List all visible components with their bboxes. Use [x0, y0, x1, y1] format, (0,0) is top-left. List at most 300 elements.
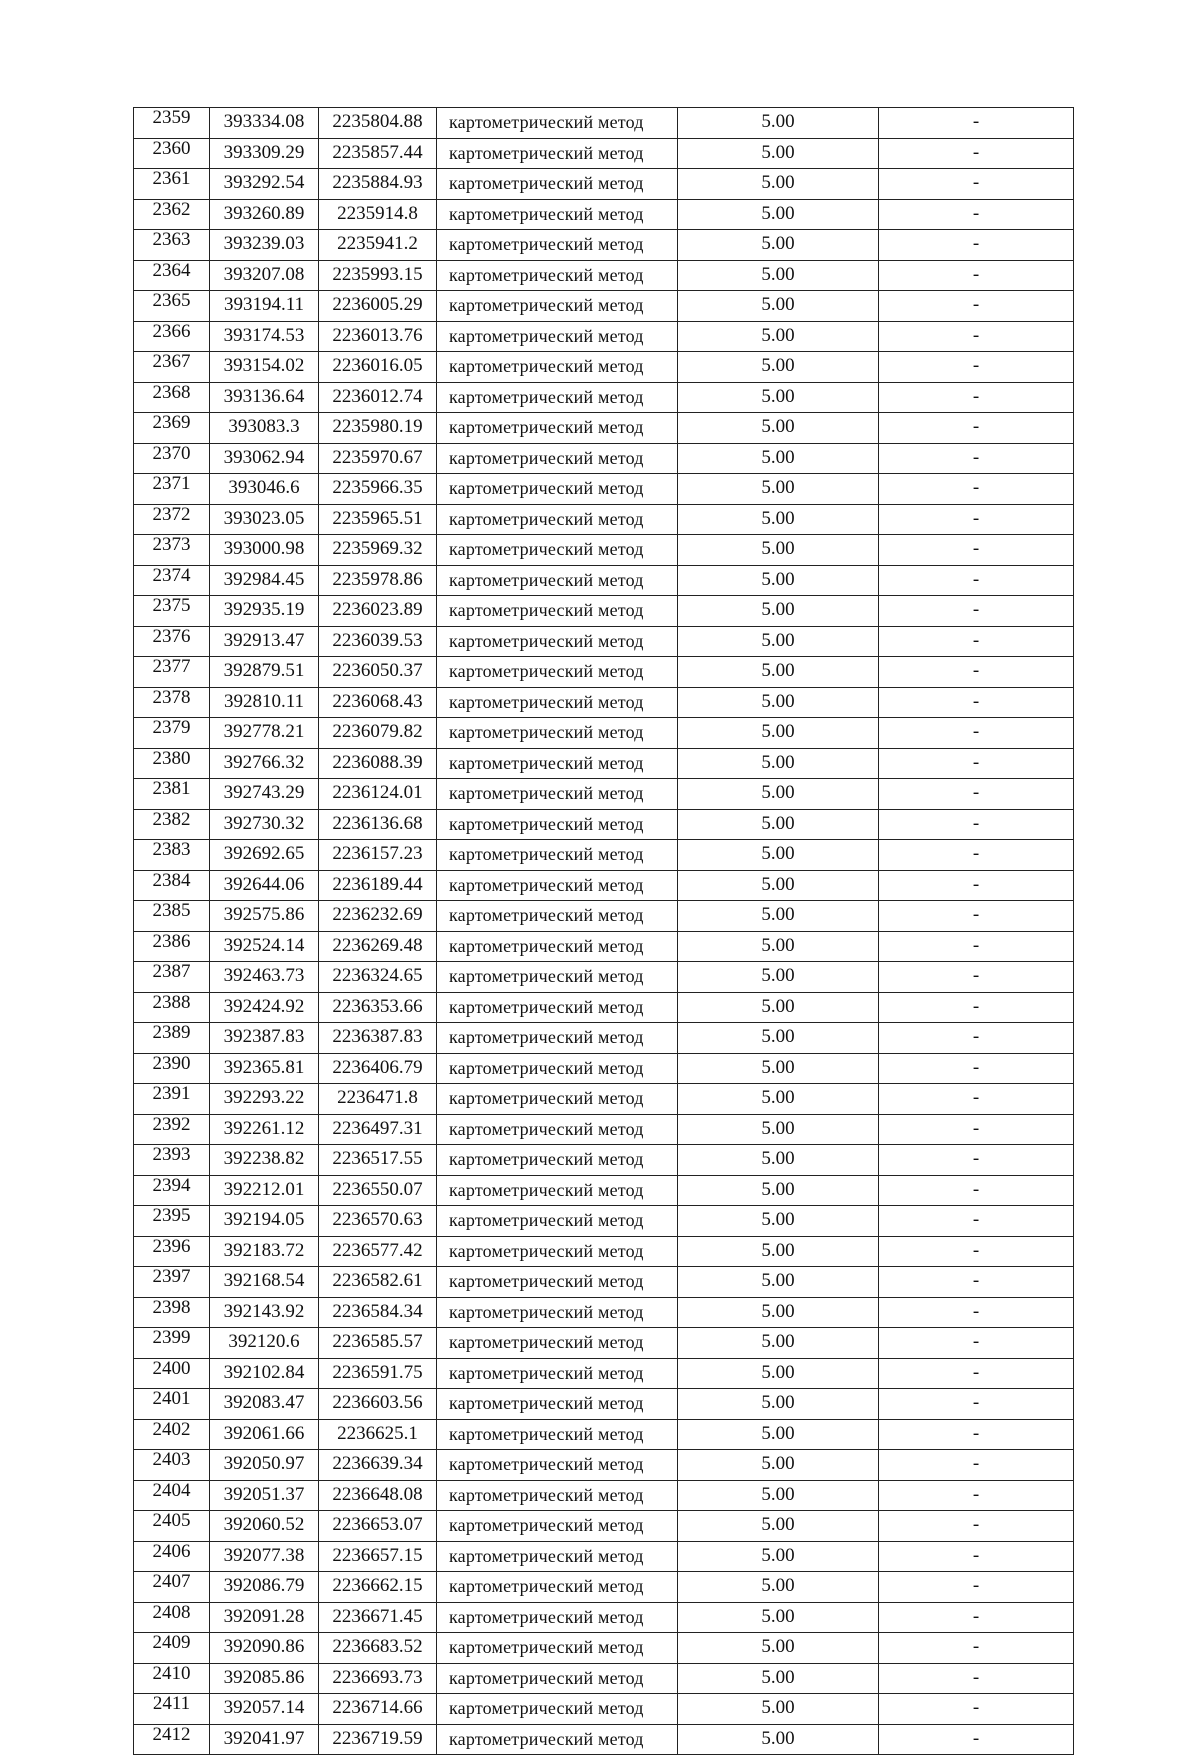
- table-row: [134, 992, 1074, 1023]
- x-coordinate-cell: 393023.05: [210, 504, 319, 535]
- table-row: [134, 413, 1074, 444]
- method-cell: картометрический метод: [437, 565, 678, 596]
- method-cell: картометрический метод: [437, 474, 678, 505]
- method-cell: картометрический метод: [437, 1114, 678, 1145]
- description-cell: -: [879, 230, 1074, 261]
- x-coordinate-cell: 392524.14: [210, 931, 319, 962]
- method-cell: картометрический метод: [437, 1145, 678, 1176]
- description-cell: -: [879, 1267, 1074, 1298]
- description-cell: -: [879, 260, 1074, 291]
- x-coordinate-cell: 393260.89: [210, 199, 319, 230]
- method-cell: картометрический метод: [437, 260, 678, 291]
- description-cell: -: [879, 718, 1074, 749]
- accuracy-cell: 5.00: [678, 718, 879, 749]
- y-coordinate-cell: 2236406.79: [319, 1053, 437, 1084]
- accuracy-cell: 5.00: [678, 870, 879, 901]
- table-row: [134, 1114, 1074, 1145]
- table-row: [134, 931, 1074, 962]
- method-cell: картометрический метод: [437, 138, 678, 169]
- point-number-cell: 2393: [134, 1145, 210, 1176]
- x-coordinate-cell: 392212.01: [210, 1175, 319, 1206]
- accuracy-cell: 5.00: [678, 1572, 879, 1603]
- point-number-cell: 2364: [134, 260, 210, 291]
- point-number-cell: 2395: [134, 1206, 210, 1237]
- point-number-cell: 2373: [134, 535, 210, 566]
- point-number-cell: 2410: [134, 1663, 210, 1694]
- table-row: [134, 1633, 1074, 1664]
- point-number-cell: 2411: [134, 1694, 210, 1725]
- x-coordinate-cell: 393062.94: [210, 443, 319, 474]
- table-row: [134, 1297, 1074, 1328]
- accuracy-cell: 5.00: [678, 1389, 879, 1420]
- y-coordinate-cell: 2236124.01: [319, 779, 437, 810]
- table-row: [134, 1511, 1074, 1542]
- point-number-cell: 2385: [134, 901, 210, 932]
- description-cell: -: [879, 443, 1074, 474]
- x-coordinate-cell: 392778.21: [210, 718, 319, 749]
- x-coordinate-cell: 393154.02: [210, 352, 319, 383]
- method-cell: картометрический метод: [437, 718, 678, 749]
- accuracy-cell: 5.00: [678, 1633, 879, 1664]
- y-coordinate-cell: 2236471.8: [319, 1084, 437, 1115]
- description-cell: -: [879, 779, 1074, 810]
- table-row: [134, 748, 1074, 779]
- y-coordinate-cell: 2236079.82: [319, 718, 437, 749]
- x-coordinate-cell: 392085.86: [210, 1663, 319, 1694]
- coordinates-table: [133, 107, 1074, 1755]
- x-coordinate-cell: 392810.11: [210, 687, 319, 718]
- table-row: [134, 565, 1074, 596]
- table-row: [134, 535, 1074, 566]
- description-cell: -: [879, 413, 1074, 444]
- point-number-cell: 2406: [134, 1541, 210, 1572]
- accuracy-cell: 5.00: [678, 443, 879, 474]
- description-cell: -: [879, 870, 1074, 901]
- accuracy-cell: 5.00: [678, 230, 879, 261]
- point-number-cell: 2375: [134, 596, 210, 627]
- description-cell: -: [879, 1053, 1074, 1084]
- table-row: [134, 291, 1074, 322]
- method-cell: картометрический метод: [437, 1663, 678, 1694]
- method-cell: картометрический метод: [437, 1694, 678, 1725]
- table-row: [134, 1175, 1074, 1206]
- y-coordinate-cell: 2235884.93: [319, 169, 437, 200]
- table-row: [134, 1328, 1074, 1359]
- point-number-cell: 2383: [134, 840, 210, 871]
- method-cell: картометрический метод: [437, 1206, 678, 1237]
- method-cell: картометрический метод: [437, 687, 678, 718]
- point-number-cell: 2376: [134, 626, 210, 657]
- x-coordinate-cell: 393309.29: [210, 138, 319, 169]
- y-coordinate-cell: 2235993.15: [319, 260, 437, 291]
- table-row: [134, 1724, 1074, 1755]
- description-cell: -: [879, 535, 1074, 566]
- method-cell: картометрический метод: [437, 1419, 678, 1450]
- description-cell: -: [879, 291, 1074, 322]
- description-cell: -: [879, 840, 1074, 871]
- description-cell: -: [879, 657, 1074, 688]
- point-number-cell: 2397: [134, 1267, 210, 1298]
- accuracy-cell: 5.00: [678, 1297, 879, 1328]
- x-coordinate-cell: 392261.12: [210, 1114, 319, 1145]
- x-coordinate-cell: 392194.05: [210, 1206, 319, 1237]
- description-cell: -: [879, 596, 1074, 627]
- description-cell: -: [879, 169, 1074, 200]
- y-coordinate-cell: 2236005.29: [319, 291, 437, 322]
- accuracy-cell: 5.00: [678, 1175, 879, 1206]
- x-coordinate-cell: 392387.83: [210, 1023, 319, 1054]
- point-number-cell: 2403: [134, 1450, 210, 1481]
- x-coordinate-cell: 392120.6: [210, 1328, 319, 1359]
- description-cell: -: [879, 1389, 1074, 1420]
- method-cell: картометрический метод: [437, 1724, 678, 1755]
- accuracy-cell: 5.00: [678, 840, 879, 871]
- table-row: [134, 199, 1074, 230]
- point-number-cell: 2369: [134, 413, 210, 444]
- point-number-cell: 2386: [134, 931, 210, 962]
- point-number-cell: 2378: [134, 687, 210, 718]
- point-number-cell: 2382: [134, 809, 210, 840]
- method-cell: картометрический метод: [437, 1572, 678, 1603]
- point-number-cell: 2412: [134, 1724, 210, 1755]
- point-number-cell: 2363: [134, 230, 210, 261]
- accuracy-cell: 5.00: [678, 687, 879, 718]
- table-row: [134, 1663, 1074, 1694]
- table-row: [134, 1602, 1074, 1633]
- method-cell: картометрический метод: [437, 199, 678, 230]
- accuracy-cell: 5.00: [678, 1419, 879, 1450]
- x-coordinate-cell: 393083.3: [210, 413, 319, 444]
- table-row: [134, 657, 1074, 688]
- x-coordinate-cell: 393239.03: [210, 230, 319, 261]
- y-coordinate-cell: 2236662.15: [319, 1572, 437, 1603]
- table-row: [134, 1450, 1074, 1481]
- accuracy-cell: 5.00: [678, 169, 879, 200]
- description-cell: -: [879, 992, 1074, 1023]
- table-row: [134, 962, 1074, 993]
- method-cell: картометрический метод: [437, 931, 678, 962]
- method-cell: картометрический метод: [437, 1023, 678, 1054]
- point-number-cell: 2398: [134, 1297, 210, 1328]
- x-coordinate-cell: 392293.22: [210, 1084, 319, 1115]
- table-row: [134, 1084, 1074, 1115]
- method-cell: картометрический метод: [437, 1541, 678, 1572]
- point-number-cell: 2361: [134, 169, 210, 200]
- method-cell: картометрический метод: [437, 1084, 678, 1115]
- point-number-cell: 2396: [134, 1236, 210, 1267]
- method-cell: картометрический метод: [437, 779, 678, 810]
- y-coordinate-cell: 2236719.59: [319, 1724, 437, 1755]
- description-cell: -: [879, 1511, 1074, 1542]
- description-cell: -: [879, 1663, 1074, 1694]
- x-coordinate-cell: 392041.97: [210, 1724, 319, 1755]
- x-coordinate-cell: 392935.19: [210, 596, 319, 627]
- x-coordinate-cell: 392083.47: [210, 1389, 319, 1420]
- y-coordinate-cell: 2236653.07: [319, 1511, 437, 1542]
- accuracy-cell: 5.00: [678, 108, 879, 139]
- method-cell: картометрический метод: [437, 809, 678, 840]
- y-coordinate-cell: 2235804.88: [319, 108, 437, 139]
- y-coordinate-cell: 2235980.19: [319, 413, 437, 444]
- method-cell: картометрический метод: [437, 626, 678, 657]
- description-cell: -: [879, 1694, 1074, 1725]
- x-coordinate-cell: 393046.6: [210, 474, 319, 505]
- description-cell: -: [879, 962, 1074, 993]
- description-cell: -: [879, 199, 1074, 230]
- accuracy-cell: 5.00: [678, 1724, 879, 1755]
- table-row: [134, 596, 1074, 627]
- point-number-cell: 2402: [134, 1419, 210, 1450]
- accuracy-cell: 5.00: [678, 1450, 879, 1481]
- accuracy-cell: 5.00: [678, 1694, 879, 1725]
- description-cell: -: [879, 108, 1074, 139]
- method-cell: картометрический метод: [437, 596, 678, 627]
- y-coordinate-cell: 2235965.51: [319, 504, 437, 535]
- method-cell: картометрический метод: [437, 504, 678, 535]
- accuracy-cell: 5.00: [678, 1328, 879, 1359]
- accuracy-cell: 5.00: [678, 1267, 879, 1298]
- method-cell: картометрический метод: [437, 1450, 678, 1481]
- table-row: [134, 1023, 1074, 1054]
- method-cell: картометрический метод: [437, 1511, 678, 1542]
- table-row: [134, 1541, 1074, 1572]
- table-row: [134, 1389, 1074, 1420]
- y-coordinate-cell: 2235914.8: [319, 199, 437, 230]
- y-coordinate-cell: 2236671.45: [319, 1602, 437, 1633]
- accuracy-cell: 5.00: [678, 291, 879, 322]
- x-coordinate-cell: 393000.98: [210, 535, 319, 566]
- x-coordinate-cell: 392766.32: [210, 748, 319, 779]
- description-cell: -: [879, 901, 1074, 932]
- point-number-cell: 2389: [134, 1023, 210, 1054]
- table-row: [134, 1145, 1074, 1176]
- table-row: [134, 108, 1074, 139]
- y-coordinate-cell: 2236189.44: [319, 870, 437, 901]
- method-cell: картометрический метод: [437, 1175, 678, 1206]
- description-cell: -: [879, 474, 1074, 505]
- table-row: [134, 1480, 1074, 1511]
- x-coordinate-cell: 392238.82: [210, 1145, 319, 1176]
- table-row: [134, 870, 1074, 901]
- method-cell: картометрический метод: [437, 992, 678, 1023]
- point-number-cell: 2372: [134, 504, 210, 535]
- x-coordinate-cell: 392168.54: [210, 1267, 319, 1298]
- y-coordinate-cell: 2236039.53: [319, 626, 437, 657]
- accuracy-cell: 5.00: [678, 1236, 879, 1267]
- point-number-cell: 2370: [134, 443, 210, 474]
- x-coordinate-cell: 392644.06: [210, 870, 319, 901]
- point-number-cell: 2368: [134, 382, 210, 413]
- description-cell: -: [879, 931, 1074, 962]
- point-number-cell: 2379: [134, 718, 210, 749]
- description-cell: -: [879, 1602, 1074, 1633]
- y-coordinate-cell: 2236585.57: [319, 1328, 437, 1359]
- y-coordinate-cell: 2236603.56: [319, 1389, 437, 1420]
- method-cell: картометрический метод: [437, 657, 678, 688]
- x-coordinate-cell: 393292.54: [210, 169, 319, 200]
- accuracy-cell: 5.00: [678, 474, 879, 505]
- table-row: [134, 352, 1074, 383]
- accuracy-cell: 5.00: [678, 626, 879, 657]
- method-cell: картометрический метод: [437, 535, 678, 566]
- y-coordinate-cell: 2236016.05: [319, 352, 437, 383]
- description-cell: -: [879, 687, 1074, 718]
- y-coordinate-cell: 2236550.07: [319, 1175, 437, 1206]
- table-row: [134, 1358, 1074, 1389]
- y-coordinate-cell: 2235978.86: [319, 565, 437, 596]
- point-number-cell: 2362: [134, 199, 210, 230]
- point-number-cell: 2400: [134, 1358, 210, 1389]
- table-row: [134, 779, 1074, 810]
- x-coordinate-cell: 392060.52: [210, 1511, 319, 1542]
- y-coordinate-cell: 2236639.34: [319, 1450, 437, 1481]
- point-number-cell: 2391: [134, 1084, 210, 1115]
- y-coordinate-cell: 2236068.43: [319, 687, 437, 718]
- description-cell: -: [879, 1572, 1074, 1603]
- description-cell: -: [879, 1297, 1074, 1328]
- point-number-cell: 2366: [134, 321, 210, 352]
- accuracy-cell: 5.00: [678, 413, 879, 444]
- method-cell: картометрический метод: [437, 901, 678, 932]
- x-coordinate-cell: 392913.47: [210, 626, 319, 657]
- point-number-cell: 2408: [134, 1602, 210, 1633]
- description-cell: -: [879, 1114, 1074, 1145]
- table-row: [134, 504, 1074, 535]
- description-cell: -: [879, 382, 1074, 413]
- description-cell: -: [879, 1328, 1074, 1359]
- accuracy-cell: 5.00: [678, 382, 879, 413]
- y-coordinate-cell: 2236013.76: [319, 321, 437, 352]
- method-cell: картометрический метод: [437, 748, 678, 779]
- x-coordinate-cell: 393136.64: [210, 382, 319, 413]
- accuracy-cell: 5.00: [678, 1480, 879, 1511]
- y-coordinate-cell: 2236683.52: [319, 1633, 437, 1664]
- point-number-cell: 2359: [134, 108, 210, 139]
- point-number-cell: 2371: [134, 474, 210, 505]
- point-number-cell: 2405: [134, 1511, 210, 1542]
- table-row: [134, 809, 1074, 840]
- point-number-cell: 2374: [134, 565, 210, 596]
- table-row: [134, 321, 1074, 352]
- point-number-cell: 2401: [134, 1389, 210, 1420]
- y-coordinate-cell: 2235969.32: [319, 535, 437, 566]
- accuracy-cell: 5.00: [678, 596, 879, 627]
- accuracy-cell: 5.00: [678, 1663, 879, 1694]
- x-coordinate-cell: 392086.79: [210, 1572, 319, 1603]
- y-coordinate-cell: 2236693.73: [319, 1663, 437, 1694]
- description-cell: -: [879, 1633, 1074, 1664]
- table-row: [134, 260, 1074, 291]
- x-coordinate-cell: 392743.29: [210, 779, 319, 810]
- point-number-cell: 2390: [134, 1053, 210, 1084]
- y-coordinate-cell: 2236582.61: [319, 1267, 437, 1298]
- point-number-cell: 2384: [134, 870, 210, 901]
- y-coordinate-cell: 2236157.23: [319, 840, 437, 871]
- point-number-cell: 2381: [134, 779, 210, 810]
- point-number-cell: 2392: [134, 1114, 210, 1145]
- x-coordinate-cell: 393174.53: [210, 321, 319, 352]
- accuracy-cell: 5.00: [678, 1602, 879, 1633]
- accuracy-cell: 5.00: [678, 1053, 879, 1084]
- y-coordinate-cell: 2236232.69: [319, 901, 437, 932]
- description-cell: -: [879, 1145, 1074, 1176]
- description-cell: -: [879, 1175, 1074, 1206]
- accuracy-cell: 5.00: [678, 1023, 879, 1054]
- table-row: [134, 1053, 1074, 1084]
- table-row: [134, 1236, 1074, 1267]
- y-coordinate-cell: 2235970.67: [319, 443, 437, 474]
- y-coordinate-cell: 2236088.39: [319, 748, 437, 779]
- x-coordinate-cell: 392143.92: [210, 1297, 319, 1328]
- x-coordinate-cell: 392984.45: [210, 565, 319, 596]
- x-coordinate-cell: 392879.51: [210, 657, 319, 688]
- accuracy-cell: 5.00: [678, 1114, 879, 1145]
- description-cell: -: [879, 321, 1074, 352]
- description-cell: -: [879, 626, 1074, 657]
- table-row: [134, 687, 1074, 718]
- table-row: [134, 626, 1074, 657]
- method-cell: картометрический метод: [437, 230, 678, 261]
- accuracy-cell: 5.00: [678, 1145, 879, 1176]
- accuracy-cell: 5.00: [678, 1541, 879, 1572]
- y-coordinate-cell: 2236136.68: [319, 809, 437, 840]
- description-cell: -: [879, 352, 1074, 383]
- y-coordinate-cell: 2236497.31: [319, 1114, 437, 1145]
- table-row: [134, 1267, 1074, 1298]
- method-cell: картометрический метод: [437, 962, 678, 993]
- method-cell: картометрический метод: [437, 321, 678, 352]
- y-coordinate-cell: 2236657.15: [319, 1541, 437, 1572]
- method-cell: картометрический метод: [437, 382, 678, 413]
- point-number-cell: 2380: [134, 748, 210, 779]
- accuracy-cell: 5.00: [678, 1206, 879, 1237]
- table-row: [134, 1419, 1074, 1450]
- method-cell: картометрический метод: [437, 1297, 678, 1328]
- table-row: [134, 169, 1074, 200]
- method-cell: картометрический метод: [437, 1602, 678, 1633]
- x-coordinate-cell: 392061.66: [210, 1419, 319, 1450]
- accuracy-cell: 5.00: [678, 657, 879, 688]
- description-cell: -: [879, 1023, 1074, 1054]
- method-cell: картометрический метод: [437, 291, 678, 322]
- x-coordinate-cell: 392183.72: [210, 1236, 319, 1267]
- y-coordinate-cell: 2236353.66: [319, 992, 437, 1023]
- y-coordinate-cell: 2236591.75: [319, 1358, 437, 1389]
- description-cell: -: [879, 565, 1074, 596]
- accuracy-cell: 5.00: [678, 321, 879, 352]
- method-cell: картометрический метод: [437, 1633, 678, 1664]
- method-cell: картометрический метод: [437, 1267, 678, 1298]
- method-cell: картометрический метод: [437, 870, 678, 901]
- description-cell: -: [879, 1084, 1074, 1115]
- point-number-cell: 2367: [134, 352, 210, 383]
- description-cell: -: [879, 1450, 1074, 1481]
- y-coordinate-cell: 2235941.2: [319, 230, 437, 261]
- point-number-cell: 2409: [134, 1633, 210, 1664]
- table-row: [134, 138, 1074, 169]
- accuracy-cell: 5.00: [678, 504, 879, 535]
- method-cell: картометрический метод: [437, 1389, 678, 1420]
- table-row: [134, 474, 1074, 505]
- x-coordinate-cell: 392051.37: [210, 1480, 319, 1511]
- accuracy-cell: 5.00: [678, 1084, 879, 1115]
- description-cell: -: [879, 1480, 1074, 1511]
- x-coordinate-cell: 393194.11: [210, 291, 319, 322]
- point-number-cell: 2365: [134, 291, 210, 322]
- table-row: [134, 901, 1074, 932]
- accuracy-cell: 5.00: [678, 1358, 879, 1389]
- accuracy-cell: 5.00: [678, 931, 879, 962]
